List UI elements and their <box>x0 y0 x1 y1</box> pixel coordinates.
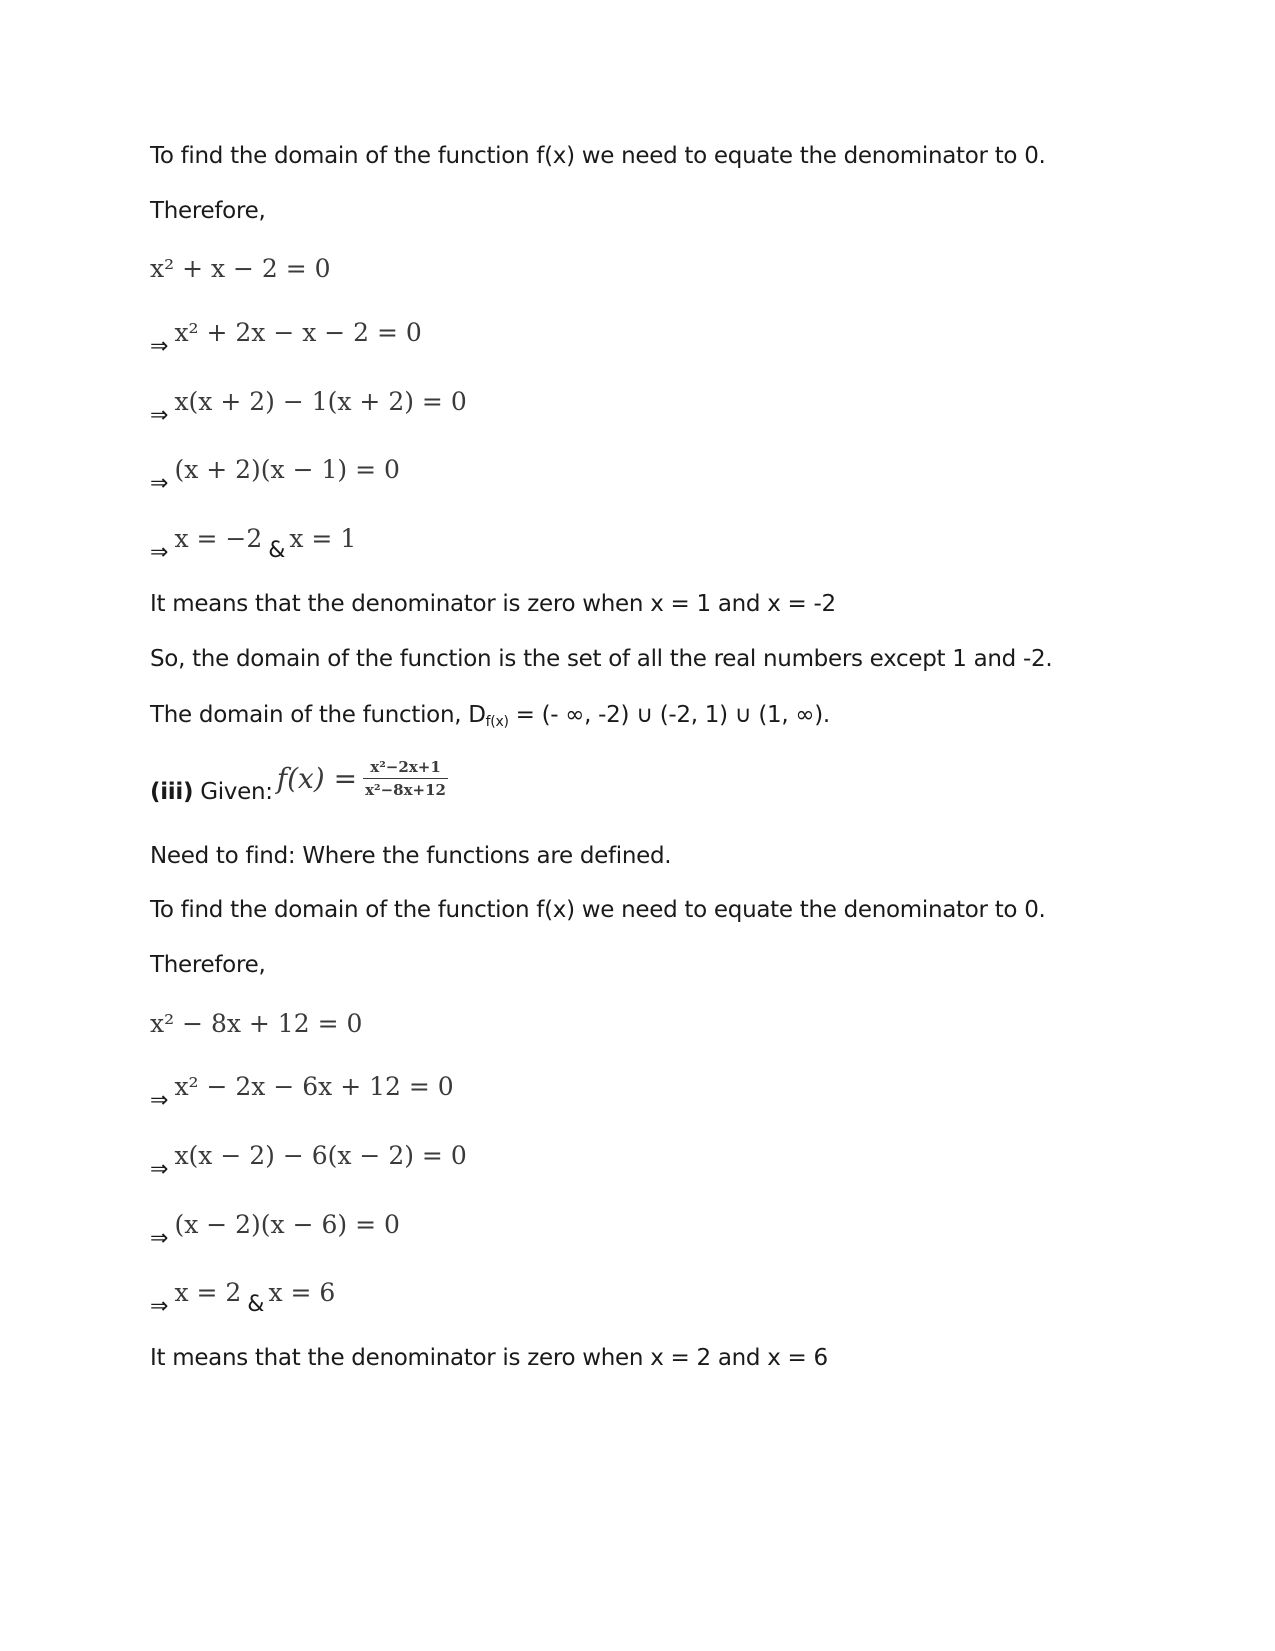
equation-ii-step4-a: x = −2 <box>174 524 263 553</box>
implies-symbol: ⇒ <box>150 1226 169 1251</box>
fraction <box>363 758 448 799</box>
equation-ii-step3-text: (x + 2)(x − 1) = 0 <box>174 455 400 484</box>
implies-symbol: ⇒ <box>150 540 169 565</box>
equation-ii-0: x² + x − 2 = 0 <box>150 254 331 283</box>
equation-ii-step4 <box>150 524 357 565</box>
equation-iii-step1-text: x² − 2x − 6x + 12 = 0 <box>174 1072 454 1101</box>
equation-ii-step1 <box>150 318 422 359</box>
equation-iii-step4 <box>150 1278 336 1319</box>
equation-iii-0: x² − 8x + 12 = 0 <box>150 1009 363 1038</box>
equation-iii-step1 <box>150 1072 454 1113</box>
and-symbol: & <box>268 538 286 563</box>
equation-iii-step3-text: (x − 2)(x − 6) = 0 <box>174 1210 400 1239</box>
equation-iii-step4-b: x = 6 <box>268 1278 336 1307</box>
therefore-text-iii: Therefore, <box>150 952 266 978</box>
means-text-iii: It means that the denominator is zero when x = 2 and x = 6 <box>150 1345 828 1371</box>
domain-suffix: = (- ∞, -2) ∪ (-2, 1) ∪ (1, ∞). <box>508 702 830 728</box>
domain-prefix: The domain of the function, D <box>150 702 486 728</box>
part-label-iii: (iii) <box>150 779 194 805</box>
therefore-text-ii: Therefore, <box>150 198 266 224</box>
intro-text-ii: To find the domain of the function f(x) we need to equate the denominator to 0. <box>150 143 1046 169</box>
implies-symbol: ⇒ <box>150 403 169 428</box>
equation-ii-step3 <box>150 455 400 496</box>
implies-symbol: ⇒ <box>150 334 169 359</box>
domain-text-ii <box>150 702 830 728</box>
equation-ii-step1-text: x² + 2x − x − 2 = 0 <box>174 318 422 347</box>
equation-ii-step2 <box>150 387 467 428</box>
given-label: Given: <box>193 779 273 805</box>
given-iii <box>150 758 448 815</box>
fraction-denominator: x²−8x+12 <box>365 781 446 799</box>
domain-subscript: f(x) <box>485 714 509 730</box>
equation-iii-step2-text: x(x − 2) − 6(x − 2) = 0 <box>174 1141 467 1170</box>
intro-text-iii: To find the domain of the function f(x) we need to equate the denominator to 0. <box>150 897 1046 923</box>
implies-symbol: ⇒ <box>150 471 169 496</box>
implies-symbol: ⇒ <box>150 1157 169 1182</box>
fraction-lhs: f(x) = <box>276 762 358 795</box>
implies-symbol: ⇒ <box>150 1088 169 1113</box>
means-text-ii: It means that the denominator is zero when x = 1 and x = -2 <box>150 591 836 617</box>
need-text-iii: Need to find: Where the functions are defined. <box>150 843 672 869</box>
so-text-ii: So, the domain of the function is the set of all the real numbers except 1 and -2. <box>150 646 1053 672</box>
equation-iii-step3 <box>150 1210 400 1251</box>
implies-symbol: ⇒ <box>150 1294 169 1319</box>
equation-ii-step2-text: x(x + 2) − 1(x + 2) = 0 <box>174 387 467 416</box>
and-symbol: & <box>247 1292 265 1317</box>
equation-iii-step4-a: x = 2 <box>174 1278 242 1307</box>
fraction-numerator: x²−2x+1 <box>363 758 448 779</box>
fraction-expression <box>277 758 448 799</box>
equation-iii-step2 <box>150 1141 467 1182</box>
equation-ii-step4-b: x = 1 <box>289 524 357 553</box>
